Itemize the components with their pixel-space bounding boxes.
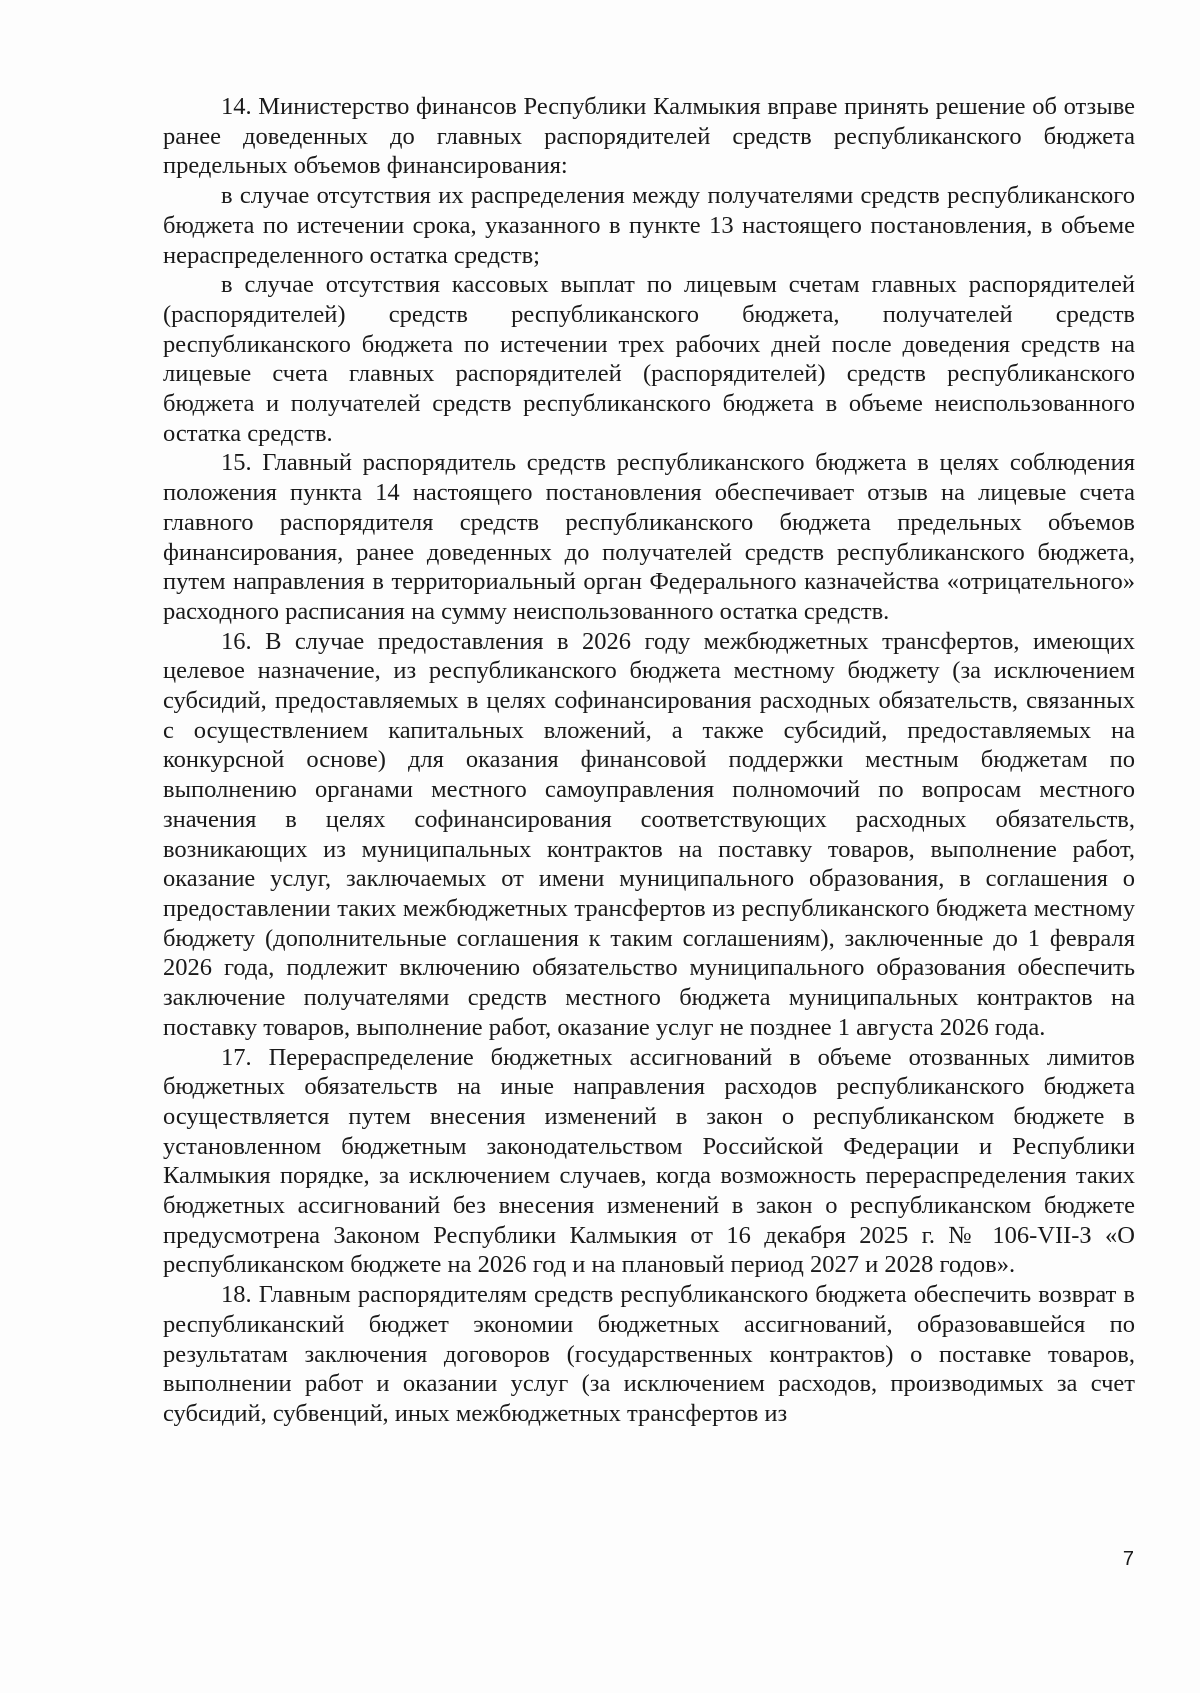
- paragraph-14-item-1: в случае отсутствия их распределения между получателями средств республиканского бюджета по истечении срока, указанного в пункте 13 настоящего постановления, в объеме нераспределенного остатка средств;: [163, 182, 1135, 269]
- paragraph-17: 17. Перераспределение бюджетных ассигнований в объеме отозванных лимитов бюджетных обязательств на иные направления расходов республиканского бюджета осуществляется путем внесения изменений в закон о республиканском бюджете в установленном бюджетным законодательством Российской Федерации и Республики Калмыкия порядке, за исключением случаев, когда возможность перераспределения таких бюджетных ассигнований без внесения изменений в закон о республиканском бюджете предусмотрена Законом Республики Калмыкия от 16 декабря 2025 г. № 106-VII-З «О республиканском бюджете на 2026 год и на плановый период 2027 и 2028 годов».: [163, 1043, 1135, 1279]
- paragraph-15: 15. Главный распорядитель средств республиканского бюджета в целях соблюдения положения пункта 14 настоящего постановления обеспечивает отзыв на лицевые счета главного распорядителя средств республиканского бюджета предельных объемов финансирования, ранее доведенных до получателей средств республиканского бюджета, путем направления в территориальный орган Федерального казначейства «отрицательного» расходного расписания на сумму неиспользованного остатка средств.: [163, 449, 1135, 625]
- paragraph-16: 16. В случае предоставления в 2026 году межбюджетных трансфертов, имеющих целевое назначение, из республиканского бюджета местному бюджету (за исключением субсидий, предоставляемых в целях софинансирования расходных обязательств, связанных с осуществлением капитальных вложений, а также субсидий, предоставляемых на конкурсной основе) для оказания финансовой поддержки местным бюджетам по выполнению органами местного самоуправления полномочий по вопросам местного значения в целях софинансирования соответствующих расходных обязательств, возникающих из муниципальных контрактов на поставку товаров, выполнение работ, оказание услуг, заключаемых от имени муниципального образования, в соглашения о предоставлении таких межбюджетных трансфертов из республиканского бюджета местному бюджету (дополнительные соглашения к таким соглашениям), заключенные до 1 февраля 2026 года, подлежит включению обязательство муниципального образования обеспечить заключение получателями средств местного бюджета муниципальных контрактов на поставку товаров, выполнение работ, оказание услуг не позднее 1 августа 2026 года.: [163, 627, 1135, 1041]
- page-number: 7: [1122, 1548, 1134, 1570]
- paragraph-14-item-2: в случае отсутствия кассовых выплат по лицевым счетам главных распорядителей (распорядителей) средств республиканского бюджета, получателей средств республиканского бюджета по истечении трех рабочих дней после доведения средств на лицевые счета главных распорядителей (распорядителей) средств республиканского бюджета и получателей средств республиканского бюджета в объеме неиспользованного остатка средств.: [163, 271, 1135, 447]
- paragraph-14: 14. Министерство финансов Республики Калмыкия вправе принять решение об отзыве ранее доведенных до главных распорядителей средств республиканского бюджета предельных объемов финансирования:: [163, 93, 1135, 180]
- paragraph-18: 18. Главным распорядителям средств республиканского бюджета обеспечить возврат в республиканский бюджет экономии бюджетных ассигнований, образовавшейся по результатам заключения договоров (государственных контрактов) о поставке товаров, выполнении работ и оказании услуг (за исключением расходов, производимых за счет субсидий, субвенций, иных межбюджетных трансфертов из: [163, 1281, 1135, 1427]
- document-body: [163, 92, 1135, 1429]
